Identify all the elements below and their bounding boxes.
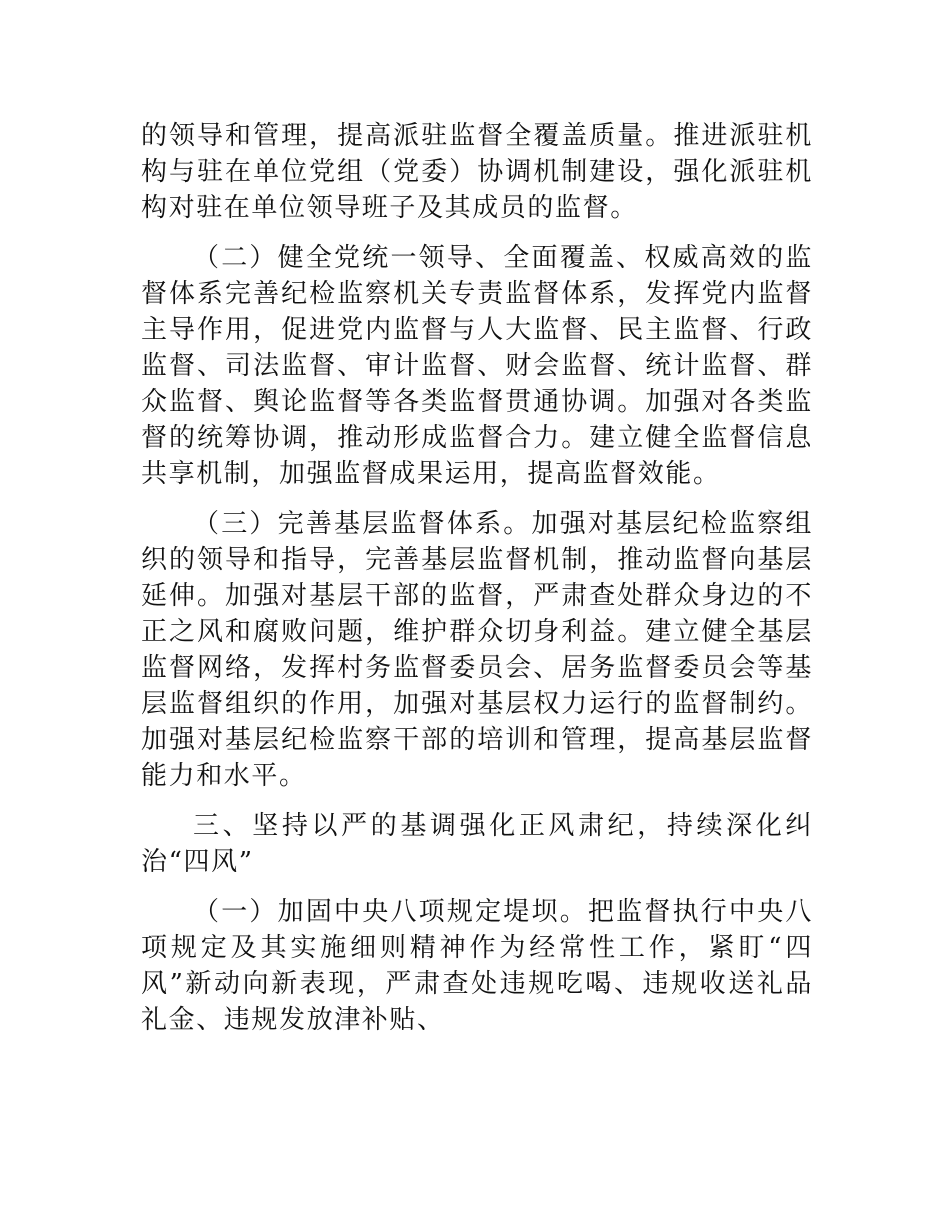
paragraph-section-2-2: （二）健全党统一领导、全面覆盖、权威高效的监督体系完善纪检监察机关专责监督体系，发挥党内监督主导作用，促进党内监督与人大监督、民主监督、行政监督、司法监督、审计监督、财会监督、统计监督、群众监督、舆论监督等各类监督贯通协调。加强对各类监督的统筹协调，推动形成监督合力。建立健全监督信息共享机制，加强监督成果运用，提高监督效能。 <box>141 243 813 489</box>
paragraph-section-2-3: （三）完善基层监督体系。加强对基层纪检监察组织的领导和指导，完善基层监督机制，推动监督向基层延伸。加强对基层干部的监督，严肃查处群众身边的不正之风和腐败问题，维护群众切身利益。建立健全基层监督网络，发挥村务监督委员会、居务监督委员会等基层监督组织的作用，加强对基层权力运行的监督制约。加强对基层纪检监察干部的培训和管理，提高基层监督能力和水平。 <box>141 509 813 791</box>
paragraph-continuation: 的领导和管理，提高派驻监督全覆盖质量。推进派驻机构与驻在单位党组（党委）协调机制建设，强化派驻机构对驻在单位领导班子及其成员的监督。 <box>141 121 813 223</box>
heading-section-3: 三、坚持以严的基调强化正风肃纪，持续深化纠治“四风” <box>141 811 813 877</box>
paragraph-section-3-1: （一）加固中央八项规定堤坝。把监督执行中央八项规定及其实施细则精神作为经常性工作，紧盯“四风”新动向新表现，严肃查处违规吃喝、违规收送礼品礼金、违规发放津补贴、 <box>141 897 813 1035</box>
document-page <box>141 118 813 1052</box>
